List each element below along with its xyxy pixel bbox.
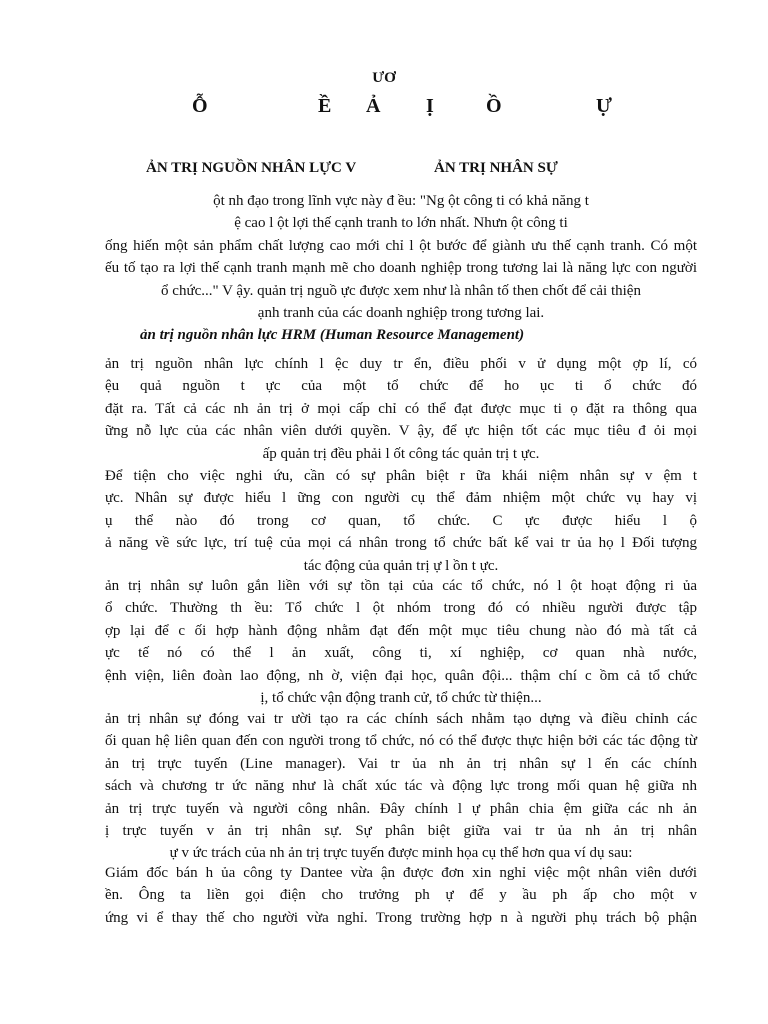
text-line: ợp lại để c ối hợp hành động nhằm đạt đến một mục tiêu chung nào đó mà tất cả <box>105 622 697 639</box>
heading-fragment: Ề <box>318 95 332 117</box>
text-line: ản trị nhân sự luôn gắn liền với sự tồn tại của các tổ chức, nó l ột hoạt động ri ủa <box>105 578 697 594</box>
text-line: ứng vi ể thay thế cho người vừa nghỉ. Trong trường hợp n à người phụ trách bộ phận <box>105 909 697 926</box>
paragraph-intro <box>105 190 697 324</box>
text-line: Để tiện cho việc nghi ứu, cần có sự phân biệt r ữa khái niệm nhân sự v ệm t <box>105 468 697 484</box>
text-line: ản trị trực tuyến (Line manager). Vai tr ủa nh ản trị nhân sự l ến các chính <box>105 755 697 772</box>
paragraph-role <box>105 708 697 865</box>
heading-fragment: Ồ <box>486 95 502 117</box>
text-line: ống hiến một sản phẩm chất lượng cao mới chỉ l ột bước để giành ưu thế cạnh tranh. Có một <box>105 237 697 254</box>
text-line: sách và chương tr ức năng như là chất xúc tác và động lực trong mối quan hệ giữa nh <box>105 778 697 795</box>
text-line: ững nỗ lực của các nhân viên dưới quyền. V ậy, để ực hiện tốt các mục tiêu đ ỏi mọi <box>105 423 697 440</box>
text-line: ối quan hệ liên quan đến con người trong tổ chức, nó có thể được thực hiện bởi các tác động từ <box>105 733 697 750</box>
chapter-heading <box>0 95 768 125</box>
section-title-right: ẢN TRỊ NHÂN SỰ <box>434 160 558 176</box>
text-line: ệ cao l ột lợi thế cạnh tranh to lớn nhất. Nhưn ột công ti <box>234 215 568 232</box>
subheading-hrm: ản trị nguồn nhân lực HRM (Human Resource Management) <box>140 327 525 343</box>
paragraph-example <box>105 862 697 929</box>
text-line: tác động của quản trị ự l ồn t ực. <box>303 557 499 574</box>
text-line: ấp quản trị đều phải l ốt công tác quản trị t ực. <box>262 445 540 462</box>
text-line: ền. Ông ta liền gọi điện cho trưởng ph ự để y ầu ph ấp cho một v <box>105 887 697 904</box>
text-line: ực tế nó có thể l ản xuất, công ti, xí nghiệp, cơ quan nhà nước, <box>105 645 697 662</box>
text-line: ạnh tranh của các doanh nghiệp trong tương lai. <box>257 305 545 322</box>
text-line: ột nh đạo trong lĩnh vực này đ ều: "Ng ột công ti có khả năng t <box>213 193 589 209</box>
text-line: đặt ra. Tất cả các nh ản trị ở mọi cấp chỉ có thể đạt được mục ti ọ đặt ra thông qua <box>105 400 697 417</box>
text-line: ệu quả nguồn t ực của một tổ chức để ho ục ti ổ chức đó <box>105 378 697 395</box>
paragraph-hrm-definition <box>105 353 697 465</box>
paragraph-organization <box>105 575 697 709</box>
paragraph-distinction <box>105 465 697 577</box>
text-line: ả năng về sức lực, trí tuệ của mọi cá nhân trong tổ chức bất kể vai tr ủa họ l Đối tượng <box>105 535 697 552</box>
text-line: ản trị nhân sự đóng vai tr ười tạo ra các chính sách nhằm tạo dựng và điều chỉnh các <box>105 711 697 727</box>
text-line: ản trị nguồn nhân lực chính l ệc duy tr ển, điều phối v ử dụng một ợp lí, có <box>105 356 697 372</box>
text-line: Giám đốc bán h ủa công ty Dantee vừa ận được đơn xin nghỉ việc một nhân viên dưới <box>105 865 697 881</box>
text-line: ụ thể nào đó trong cơ quan, tổ chức. C ực được hiểu l ộ <box>105 512 697 529</box>
heading-fragment: Ự <box>596 95 612 117</box>
text-line: ản trị trực tuyến và người công nhân. Đây chính l ự phân chia ệm giữa các nh ản <box>105 800 697 817</box>
text-line: ổ chức..." V ậy. quản trị nguồ ực được xem như là nhân tố then chốt để cải thiện <box>161 282 641 299</box>
text-line: ếu tố tạo ra lợi thế cạnh tranh mạnh mẽ cho doanh nghiệp trong tương lai là năng lực con người <box>105 260 697 277</box>
text-line: ị, tổ chức vận động tranh cử, tổ chức từ thiện... <box>260 690 542 707</box>
heading-fragment: Ỗ <box>192 95 208 117</box>
section-title-left: ẢN TRỊ NGUỒN NHÂN LỰC V <box>146 160 357 176</box>
text-line: ị trực tuyến v ản trị nhân sự. Sự phân biệt giữa vai tr ủa nh ản trị nhân <box>105 823 697 840</box>
heading-fragment: Ả <box>366 95 381 117</box>
text-line: ực. Nhân sự được hiểu l ững con người cụ thể đảm nhiệm một chức vụ hay vị <box>105 490 697 507</box>
text-line: ổ chức. Thường th ều: Tổ chức l ột nhóm trong đó có nhiều người được tập <box>105 600 697 617</box>
text-line: ệnh viện, liên đoàn lao động, nh ờ, viện đại học, quân đội... thậm chí c ồm cả tổ chức <box>105 667 697 684</box>
text-line: ự v ức trách của nh ản trị trực tuyến được minh họa cụ thể hơn qua ví dụ sau: <box>169 845 633 862</box>
chapter-label: ƯƠ <box>372 70 396 86</box>
heading-fragment: Ị <box>426 95 434 117</box>
